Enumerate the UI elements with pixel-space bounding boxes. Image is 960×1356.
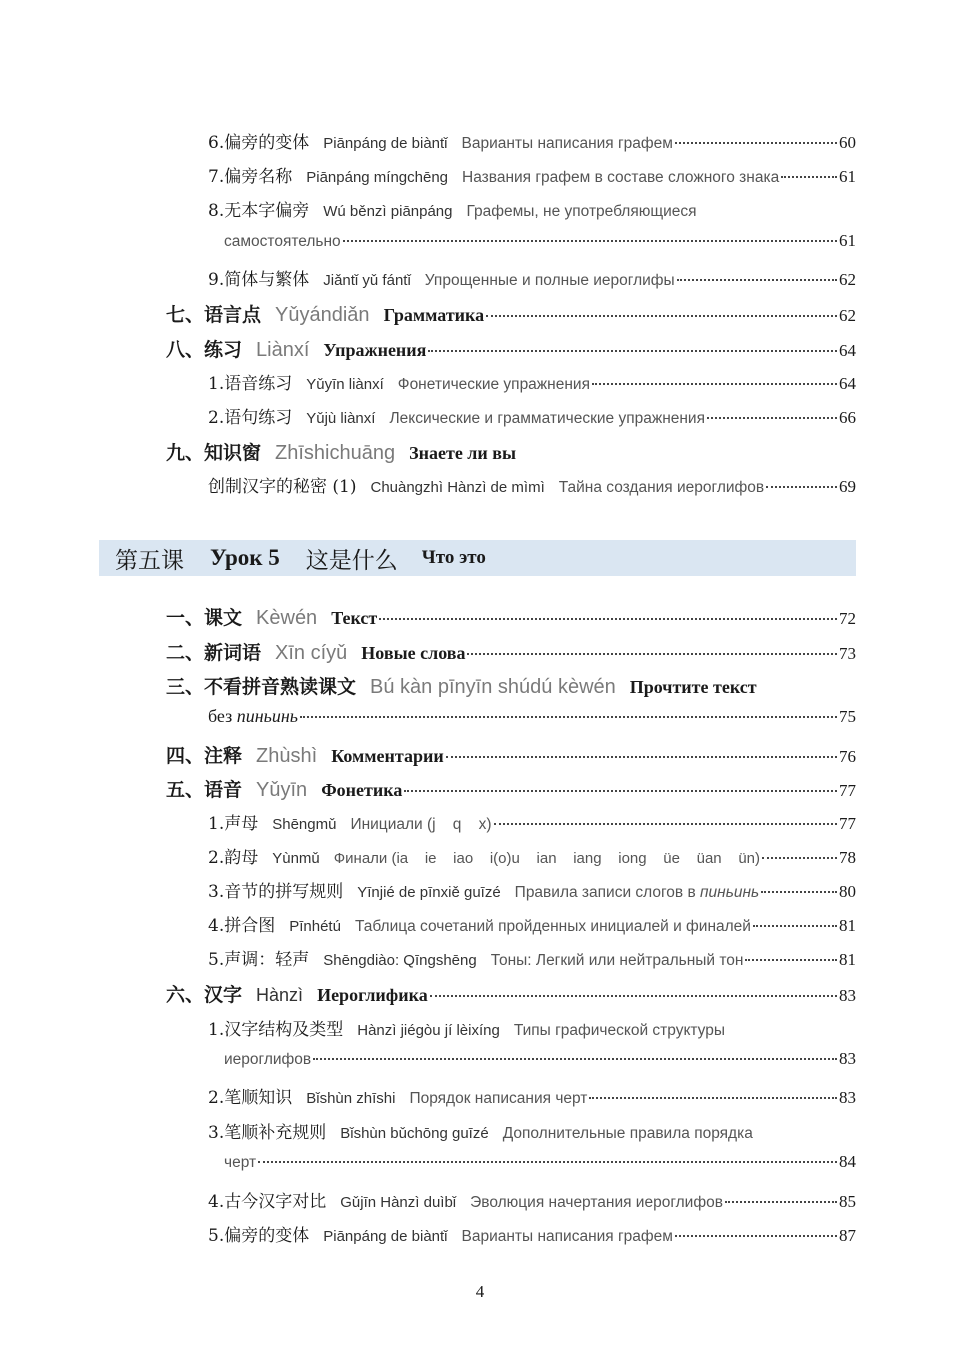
section-number: 二、 — [166, 642, 205, 664]
entry-page: 83 — [839, 1088, 856, 1107]
entry-russian: Графемы, не употребляющиеся — [466, 203, 697, 220]
section-pinyin: Liànxí — [256, 339, 310, 361]
lesson-title-russian: Что это — [421, 547, 486, 568]
lesson-number-chinese: 第五课 — [115, 547, 184, 574]
toc-entry[interactable] — [208, 911, 856, 936]
section-number: 七、 — [166, 304, 205, 326]
toc-section[interactable] — [166, 300, 856, 327]
entry-number: 3. — [208, 882, 225, 902]
entry-chinese: 音节的拼写规则 — [224, 882, 344, 902]
entry-russian: Типы графической структуры — [513, 1022, 726, 1039]
entry-pinyin: Piānpáng míngchēng — [306, 169, 449, 186]
toc-entry[interactable] — [208, 128, 856, 153]
section-pinyin: Xīn cíyǔ — [275, 642, 348, 664]
leader-dots — [761, 891, 837, 893]
toc-entry[interactable] — [208, 1118, 856, 1143]
section-chinese: 不看拼音熟读课文 — [204, 676, 357, 698]
leader-dots — [258, 1161, 837, 1163]
entry-russian: Названия графем в составе сложного знака — [462, 169, 780, 186]
entry-chinese: 韵母 — [224, 848, 259, 868]
section-russian: Грамматика — [383, 305, 485, 325]
lesson-number-russian: Урок 5 — [210, 545, 280, 570]
entry-chinese: 拼合图 — [224, 916, 276, 936]
section-chinese: 知识窗 — [204, 442, 262, 464]
section-pinyin: Yǔyīn — [256, 779, 308, 801]
leader-dots — [725, 1201, 837, 1203]
entry-number: 2. — [208, 408, 225, 428]
section-chinese: 注释 — [204, 745, 243, 767]
section-pinyin: Zhùshì — [256, 745, 318, 767]
entry-chinese: 声母 — [224, 814, 259, 834]
leader-dots — [762, 857, 837, 859]
section-pinyin: Hànzì — [256, 985, 304, 1005]
section-chinese: 汉字 — [204, 984, 243, 1006]
section-russian: Фонетика — [321, 780, 403, 800]
toc-section[interactable] — [166, 335, 856, 362]
entry-page: 87 — [839, 1226, 856, 1245]
entry-russian: Таблица сочетаний пройденных инициалей и финалей — [354, 918, 751, 935]
toc-section[interactable] — [166, 672, 856, 699]
entry-russian: Порядок написания черт — [409, 1090, 588, 1107]
section-chinese: 新词语 — [204, 642, 262, 664]
leader-dots — [745, 959, 837, 961]
entry-pinyin: Yǔyīn liànxí — [306, 376, 384, 393]
entry-russian: Варианты написания графем — [461, 135, 673, 152]
entry-chinese: 偏旁名称 — [224, 167, 293, 187]
entry-page: 61 — [839, 167, 856, 186]
entry-page: 77 — [839, 814, 856, 833]
section-russian: Новые слова — [361, 643, 466, 663]
toc-section[interactable] — [166, 775, 856, 802]
toc-entry[interactable] — [208, 196, 856, 221]
entry-russian: Инициали (j q x) — [350, 816, 492, 833]
toc-section[interactable] — [166, 741, 856, 768]
entry-russian: Варианты написания графем — [461, 1228, 673, 1245]
leader-dots — [430, 995, 837, 997]
entry-number: 4. — [208, 916, 225, 936]
entry-page: 85 — [839, 1192, 856, 1211]
section-russian-continued: без — [208, 706, 233, 726]
leader-dots — [404, 790, 837, 792]
entry-russian-continued: иероглифов — [224, 1051, 312, 1068]
toc-section[interactable] — [166, 438, 856, 465]
entry-pinyin: Piānpáng de biàntǐ — [323, 1228, 448, 1245]
entry-russian: Финали (ia ie iao i(o)u ian iang iong üe üan ün) — [333, 850, 760, 867]
entry-pinyin: Shēngdiào: Qīngshēng — [323, 952, 477, 969]
entry-number: 5. — [208, 1226, 225, 1246]
toc-section[interactable] — [166, 603, 856, 630]
entry-russian: Тоны: Легкий или нейтральный тон — [490, 952, 744, 969]
entry-chinese: 语句练习 — [224, 408, 293, 428]
leader-dots — [486, 315, 837, 317]
entry-number: 9. — [208, 270, 225, 290]
toc-entry[interactable] — [208, 265, 856, 290]
leader-dots — [753, 925, 837, 927]
entry-number: 3. — [208, 1123, 225, 1143]
entry-number: 5. — [208, 950, 225, 970]
entry-chinese: 笔顺知识 — [224, 1088, 293, 1108]
entry-number: 4. — [208, 1192, 225, 1212]
leader-dots — [494, 823, 837, 825]
entry-pinyin: Bǐshùn bǔchōng guīzé — [340, 1125, 489, 1142]
section-page: 62 — [839, 306, 856, 325]
toc-entry-continuation[interactable] — [224, 231, 856, 251]
leader-dots — [379, 618, 837, 620]
toc-entry[interactable] — [208, 1221, 856, 1246]
section-number: 五、 — [166, 779, 205, 801]
toc-entry[interactable] — [208, 809, 856, 834]
entry-page: 81 — [839, 916, 856, 935]
toc-section[interactable] — [166, 980, 856, 1007]
section-pinyin: Yǔyándiǎn — [275, 304, 370, 326]
leader-dots — [589, 1097, 837, 1099]
leader-dots — [707, 417, 837, 419]
section-number: 一、 — [166, 607, 205, 629]
toc-entry[interactable] — [208, 1015, 856, 1040]
entry-number: 1. — [208, 814, 225, 834]
section-number: 三、 — [166, 676, 205, 698]
entry-pinyin: Bǐshùn zhīshi — [306, 1090, 396, 1107]
leader-dots — [313, 1058, 837, 1060]
section-number: 四、 — [166, 745, 205, 767]
toc-entry[interactable] — [208, 403, 856, 428]
entry-russian-continued: черт — [224, 1154, 257, 1171]
entry-number: 2. — [208, 848, 225, 868]
entry-pinyin: Yīnjié de pīnxiě guīzé — [357, 884, 501, 901]
entry-page: 78 — [839, 848, 856, 867]
entry-chinese: 创制汉字的秘密 (1) — [208, 477, 357, 497]
toc-entry[interactable] — [208, 472, 856, 497]
entry-chinese: 声调：轻声 — [224, 950, 310, 970]
toc-entry-continuation[interactable] — [224, 1049, 856, 1069]
section-page: 83 — [839, 986, 856, 1005]
entry-russian: Эволюция начертания иероглифов — [470, 1194, 723, 1211]
page-number: 4 — [475, 1282, 485, 1301]
entry-russian: Тайна создания иероглифов — [558, 479, 765, 496]
entry-page: 81 — [839, 950, 856, 969]
entry-russian-italic: пиньинь — [700, 884, 760, 901]
toc-section-continuation[interactable] — [208, 706, 856, 727]
lesson-title-chinese: 这是什么 — [305, 547, 398, 574]
section-chinese: 课文 — [204, 607, 243, 629]
entry-pinyin: Pīnhétú — [289, 918, 341, 935]
entry-page: 60 — [839, 133, 856, 152]
entry-page: 83 — [839, 1049, 856, 1068]
entry-page: 66 — [839, 408, 856, 427]
entry-russian: Лексические и грамматические упражнения — [389, 410, 705, 427]
entry-number: 1. — [208, 1020, 225, 1040]
entry-page: 84 — [839, 1152, 856, 1171]
toc-section[interactable] — [166, 638, 856, 665]
entry-pinyin: Jiǎntǐ yǔ fántǐ — [323, 272, 411, 289]
leader-dots — [675, 1235, 837, 1237]
section-page: 76 — [839, 747, 856, 766]
section-number: 八、 — [166, 339, 205, 361]
leader-dots — [300, 716, 837, 718]
toc-entry[interactable] — [208, 877, 856, 902]
toc-entry-continuation[interactable] — [224, 1152, 856, 1172]
toc-entry[interactable] — [208, 1083, 856, 1108]
entry-page: 61 — [839, 231, 856, 250]
entry-page: 80 — [839, 882, 856, 901]
entry-chinese: 古今汉字对比 — [224, 1192, 327, 1212]
entry-chinese: 简体与繁体 — [224, 270, 310, 290]
entry-chinese: 汉字结构及类型 — [224, 1020, 344, 1040]
toc-entry[interactable] — [208, 843, 856, 868]
entry-page: 69 — [839, 477, 856, 496]
section-number: 六、 — [166, 984, 205, 1006]
entry-pinyin: Wú běnzì piānpáng — [323, 203, 453, 220]
section-russian: Знаете ли вы — [409, 443, 517, 463]
entry-pinyin: Shēngmǔ — [272, 816, 337, 833]
section-russian-italic: пиньинь — [236, 706, 298, 726]
section-russian: Комментарии — [331, 746, 444, 766]
entry-number: 6. — [208, 133, 225, 153]
entry-number: 8. — [208, 201, 225, 221]
section-number: 九、 — [166, 442, 205, 464]
entry-russian: Упрощенные и полные иероглифы — [424, 272, 675, 289]
entry-russian: Дополнительные правила порядка — [502, 1125, 753, 1142]
leader-dots — [781, 176, 837, 178]
section-page: 75 — [839, 707, 856, 726]
entry-chinese: 偏旁的变体 — [224, 1226, 310, 1246]
leader-dots — [675, 142, 837, 144]
entry-pinyin: Yǔjù liànxí — [306, 410, 376, 427]
entry-russian: Правила записи слогов в — [514, 884, 696, 901]
section-russian: Текст — [331, 608, 378, 628]
entry-chinese: 笔顺补充规则 — [224, 1123, 327, 1143]
section-pinyin: Bú kàn pīnyīn shúdú kèwén — [370, 676, 616, 698]
entry-page: 62 — [839, 270, 856, 289]
entry-pinyin: Piānpáng de biàntǐ — [323, 135, 448, 152]
section-chinese: 练习 — [204, 339, 243, 361]
toc-entry[interactable] — [208, 1187, 856, 1212]
section-pinyin: Zhīshichuāng — [275, 442, 396, 464]
toc-entry[interactable] — [208, 369, 856, 394]
section-page: 64 — [839, 341, 856, 360]
entry-pinyin: Hànzì jiégòu jí lèixíng — [357, 1022, 500, 1039]
entry-page: 64 — [839, 374, 856, 393]
toc-entry[interactable] — [208, 162, 856, 187]
leader-dots — [766, 486, 837, 488]
section-pinyin: Kèwén — [256, 607, 318, 629]
entry-pinyin: Yùnmǔ — [272, 850, 320, 867]
leader-dots — [428, 350, 837, 352]
entry-chinese: 无本字偏旁 — [224, 201, 310, 221]
entry-number: 1. — [208, 374, 225, 394]
toc-entry[interactable] — [208, 945, 856, 970]
section-page: 77 — [839, 781, 856, 800]
entry-chinese: 偏旁的变体 — [224, 133, 310, 153]
leader-dots — [467, 653, 837, 655]
leader-dots — [446, 756, 837, 758]
leader-dots — [343, 240, 837, 242]
section-chinese: 语音 — [204, 779, 243, 801]
entry-russian: Фонетические упражнения — [397, 376, 590, 393]
entry-pinyin: Gǔjīn Hànzì duìbǐ — [340, 1194, 457, 1211]
section-russian: Упражнения — [323, 340, 427, 360]
entry-number: 2. — [208, 1088, 225, 1108]
entry-number: 7. — [208, 167, 225, 187]
section-russian: Иероглифика — [317, 985, 428, 1005]
leader-dots — [677, 279, 837, 281]
section-chinese: 语言点 — [204, 304, 262, 326]
entry-chinese: 语音练习 — [224, 374, 293, 394]
entry-russian-continued: самостоятельно — [224, 233, 341, 250]
leader-dots — [592, 383, 837, 385]
section-page: 72 — [839, 609, 856, 628]
lesson-header-band[interactable] — [99, 540, 856, 576]
entry-pinyin: Chuàngzhì Hànzì de mìmì — [370, 479, 545, 496]
section-page: 73 — [839, 644, 856, 663]
section-russian: Прочтите текст — [629, 677, 757, 697]
